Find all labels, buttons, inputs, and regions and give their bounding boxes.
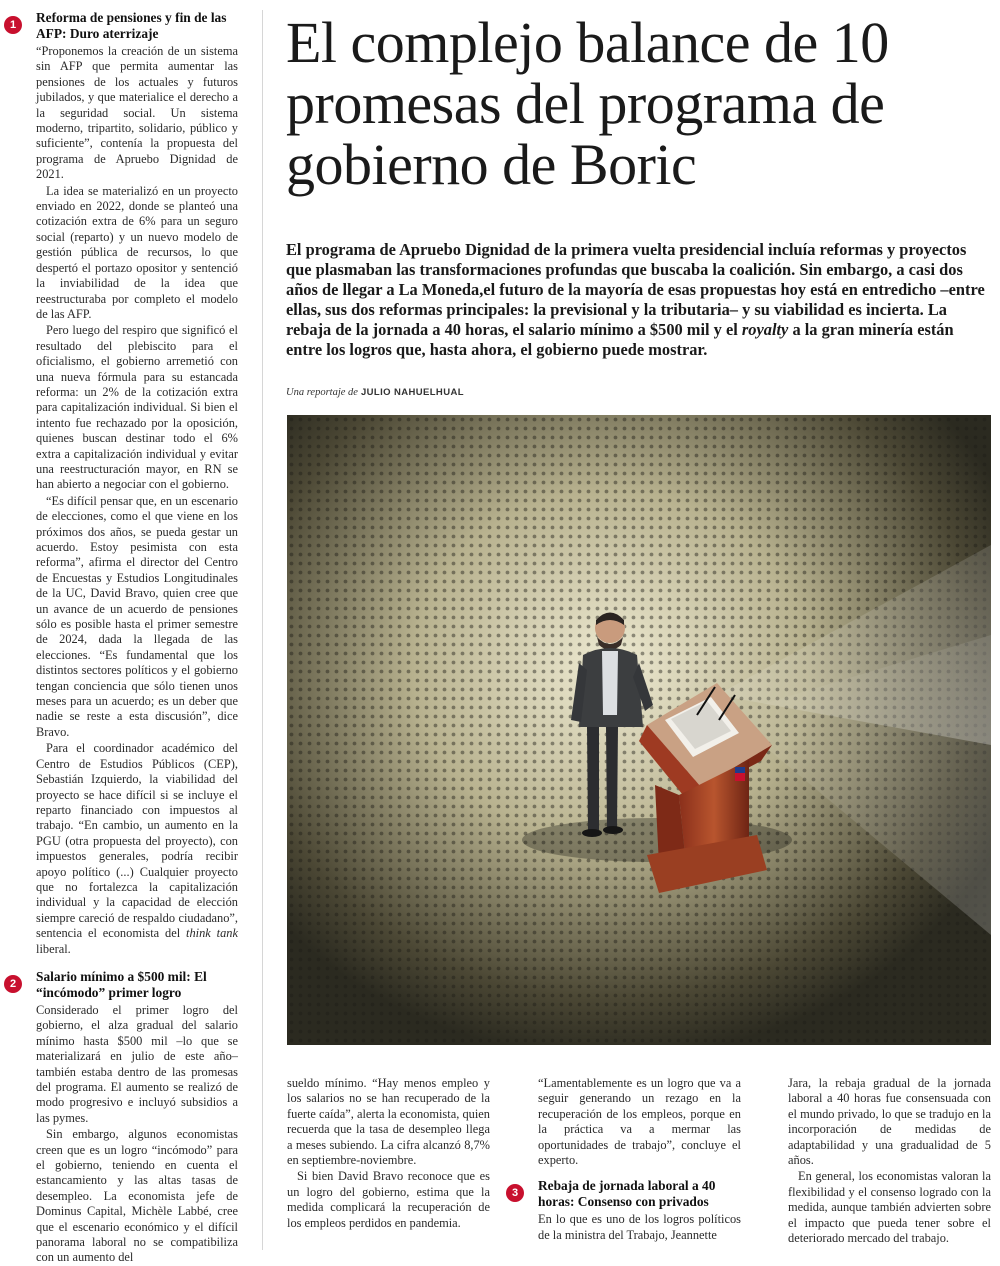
bottom-column-3 [788,1076,991,1246]
left-column [9,10,238,1266]
byline [286,387,464,398]
section-2-paragraph: Sin embargo, algunos economistas creen que es un logro “incómodo” para el gobierno, teniendo en cuenta el estancamiento y las altas tasas de desempleo. La economista jefe de Dominus Capital, Michèle Labbé, cree que el escenario económico y el difícil panorama laboral no se compatibiliza con un aumento del [36,1127,238,1265]
section-number-badge: 3 [506,1184,524,1202]
section-2-paragraph: Si bien David Bravo reconoce que es un logro del gobierno, estima que la medida complicará la recuperación de los empleos perdidos en pandemia. [287,1169,490,1230]
section-1-paragraph-end: liberal. [36,941,71,956]
article-photo [287,415,991,1045]
byline-author: JULIO NAHUELHUAL [360,387,464,398]
section-3-paragraph: Jara, la rebaja gradual de la jornada laboral a 40 horas fue consensuada con el mundo privado, lo que se tradujo en la incorporación de medidas de adaptabilidad y una gradualidad de 5 años. [788,1076,991,1168]
bottom-column-2 [511,1076,741,1243]
section-2-header [9,968,238,1001]
deck-italic: royalty [741,320,789,339]
italic-term: think tank [186,926,238,941]
section-3-header [511,1178,741,1210]
section-number-badge: 1 [4,16,22,34]
section-2-paragraph: “Lamentablemente es un logro que va a seguir generando un rezago en la recuperación de los empleos, porque en la práctica va a mermar las oportunidades de trabajo”, concluye el experto. [538,1076,741,1168]
column-divider [262,10,263,1250]
section-1-paragraph: Pero luego del respiro que significó el resultado del plebiscito para el oficialismo, el gobierno arremetió con una nueva fórmula para su estancada reforma: un 2% de la cotización extra para capitalización individual. Si bien el intento fue rechazado por la oposición, quienes buscan destinar todo el 6% extra a capitalización individual y evitar una reestructuración mayor, en RN se han abierto a negociar con el gobierno. [36,323,238,492]
section-1-paragraph: “Es difícil pensar que, en un escenario de elecciones, como el que viene en los próximos dos años, se pueda gestar un acuerdo. Estoy pesimista con esta reforma”, afirma el director del Centro de Encuestas y Estudios Longitudinales de la UC, David Bravo, quien cree que un avance de un acuerdo de pensiones sólo es posible hasta el primer semestre de 2024, dada la llegada de las elecciones. “Es fundamental que los distintos sectores políticos y el gobierno tengan conciencia que sólo tienen unos meses para un acuerdo; es un deber que nadie se reste a esta discusión”, dice Bravo. [36,493,238,739]
section-1-paragraph-text: Para el coordinador académico del Centro de Estudios Públicos (CEP), Sebastián Izquierdo, la viabilidad del proyecto se hace difícil si se incluye el reparto financiado con impuestos al trabajo. “En cambio, un aumento en la PGU (otra propuesta del proyecto), con impuestos generales, podría recibir apoyo político (...) Cualquier proyecto que no fortalezca la capitalización individual y la capacidad de elección siempre careció de respaldo ciudadano”, sentencia el economista del [36,741,238,941]
section-3-paragraph: En lo que es uno de los logros políticos de la ministra del Trabajo, Jeannette [538,1212,741,1242]
section-3-title: Rebaja de jornada laboral a 40 horas: Consenso con privados [538,1178,716,1210]
deck-text-end: a la gran minería están entre los logros que, hasta ahora, el gobierno puede mostrar. [286,320,954,359]
headline: El complejo balance de 10 promesas del programa de gobierno de Boric [286,10,889,197]
podium-illustration [287,415,991,1045]
section-1-header [9,10,238,42]
section-2-paragraph: Considerado el primer logro del gobierno, el alza gradual del salario mínimo hasta $500 mil –lo que se materializará en julio de este año– también estaba dentro de las promesas del programa. El aumento se realizó de modo progresivo e incluyó subsidios a las pymes. [36,1002,238,1125]
section-1-paragraph: “Proponemos la creación de un sistema sin AFP que permita aumentar las pensiones de los actuales y futuros jubilados, y que materialice el derecho a la seguridad social. Un sistema moderno, tripartito, solidario, público y suficiente”, contenía la propuesta del programa de Apruebo Dignidad de 2021. [36,44,238,182]
deck-text: El programa de Apruebo Dignidad de la primera vuelta presidencial incluía reformas y proyectos que plasmaban las transformaciones profundas que buscaba la coalición. Sin embargo, a casi dos años de llegar a La Moneda,el futuro de la mayoría de esas propuestas hoy está en entredicho –entre ellas, sus dos reformas principales: la previsional y la tributaria– y su viabilidad es incierta. La rebaja de la jornada a 40 horas, el salario mínimo a $500 mil y el [286,240,985,339]
bottom-column-1 [287,1076,490,1231]
section-3-paragraph: En general, los economistas valoran la flexibilidad y el consenso logrado con la medida, aunque también advierten sobre el impacto que pueda tener sobre el deteriorado mercado del trabajo. [788,1169,991,1246]
deck [286,240,988,360]
section-2-paragraph: sueldo mínimo. “Hay menos empleo y los salarios no se han recuperado de la fuerte caída”, alerta la economista, quien recuerda que la tasa de desempleo llega a meses subiendo. La cifra alcanzó 8,7% en septiembre-noviembre. [287,1076,490,1168]
section-1-paragraph: La idea se materializó en un proyecto enviado en 2022, donde se planteó una cotización extra de 6% para un seguro social (reparto) y un nuevo modelo de gestión pública de recursos, lo que despertó el portazo opositor y sentenció la inviabilidad de la idea que reestructuraba por completo el modelo de las AFP. [36,183,238,321]
section-1-paragraph [36,741,238,957]
byline-prefix: Una reportaje de [286,387,358,398]
section-number-badge: 2 [4,975,22,993]
section-2-title: Salario mínimo a $500 mil: El “incómodo” primer logro [36,968,207,1000]
section-1-title: Reforma de pensiones y fin de las AFP: Duro aterrizaje [36,10,227,41]
